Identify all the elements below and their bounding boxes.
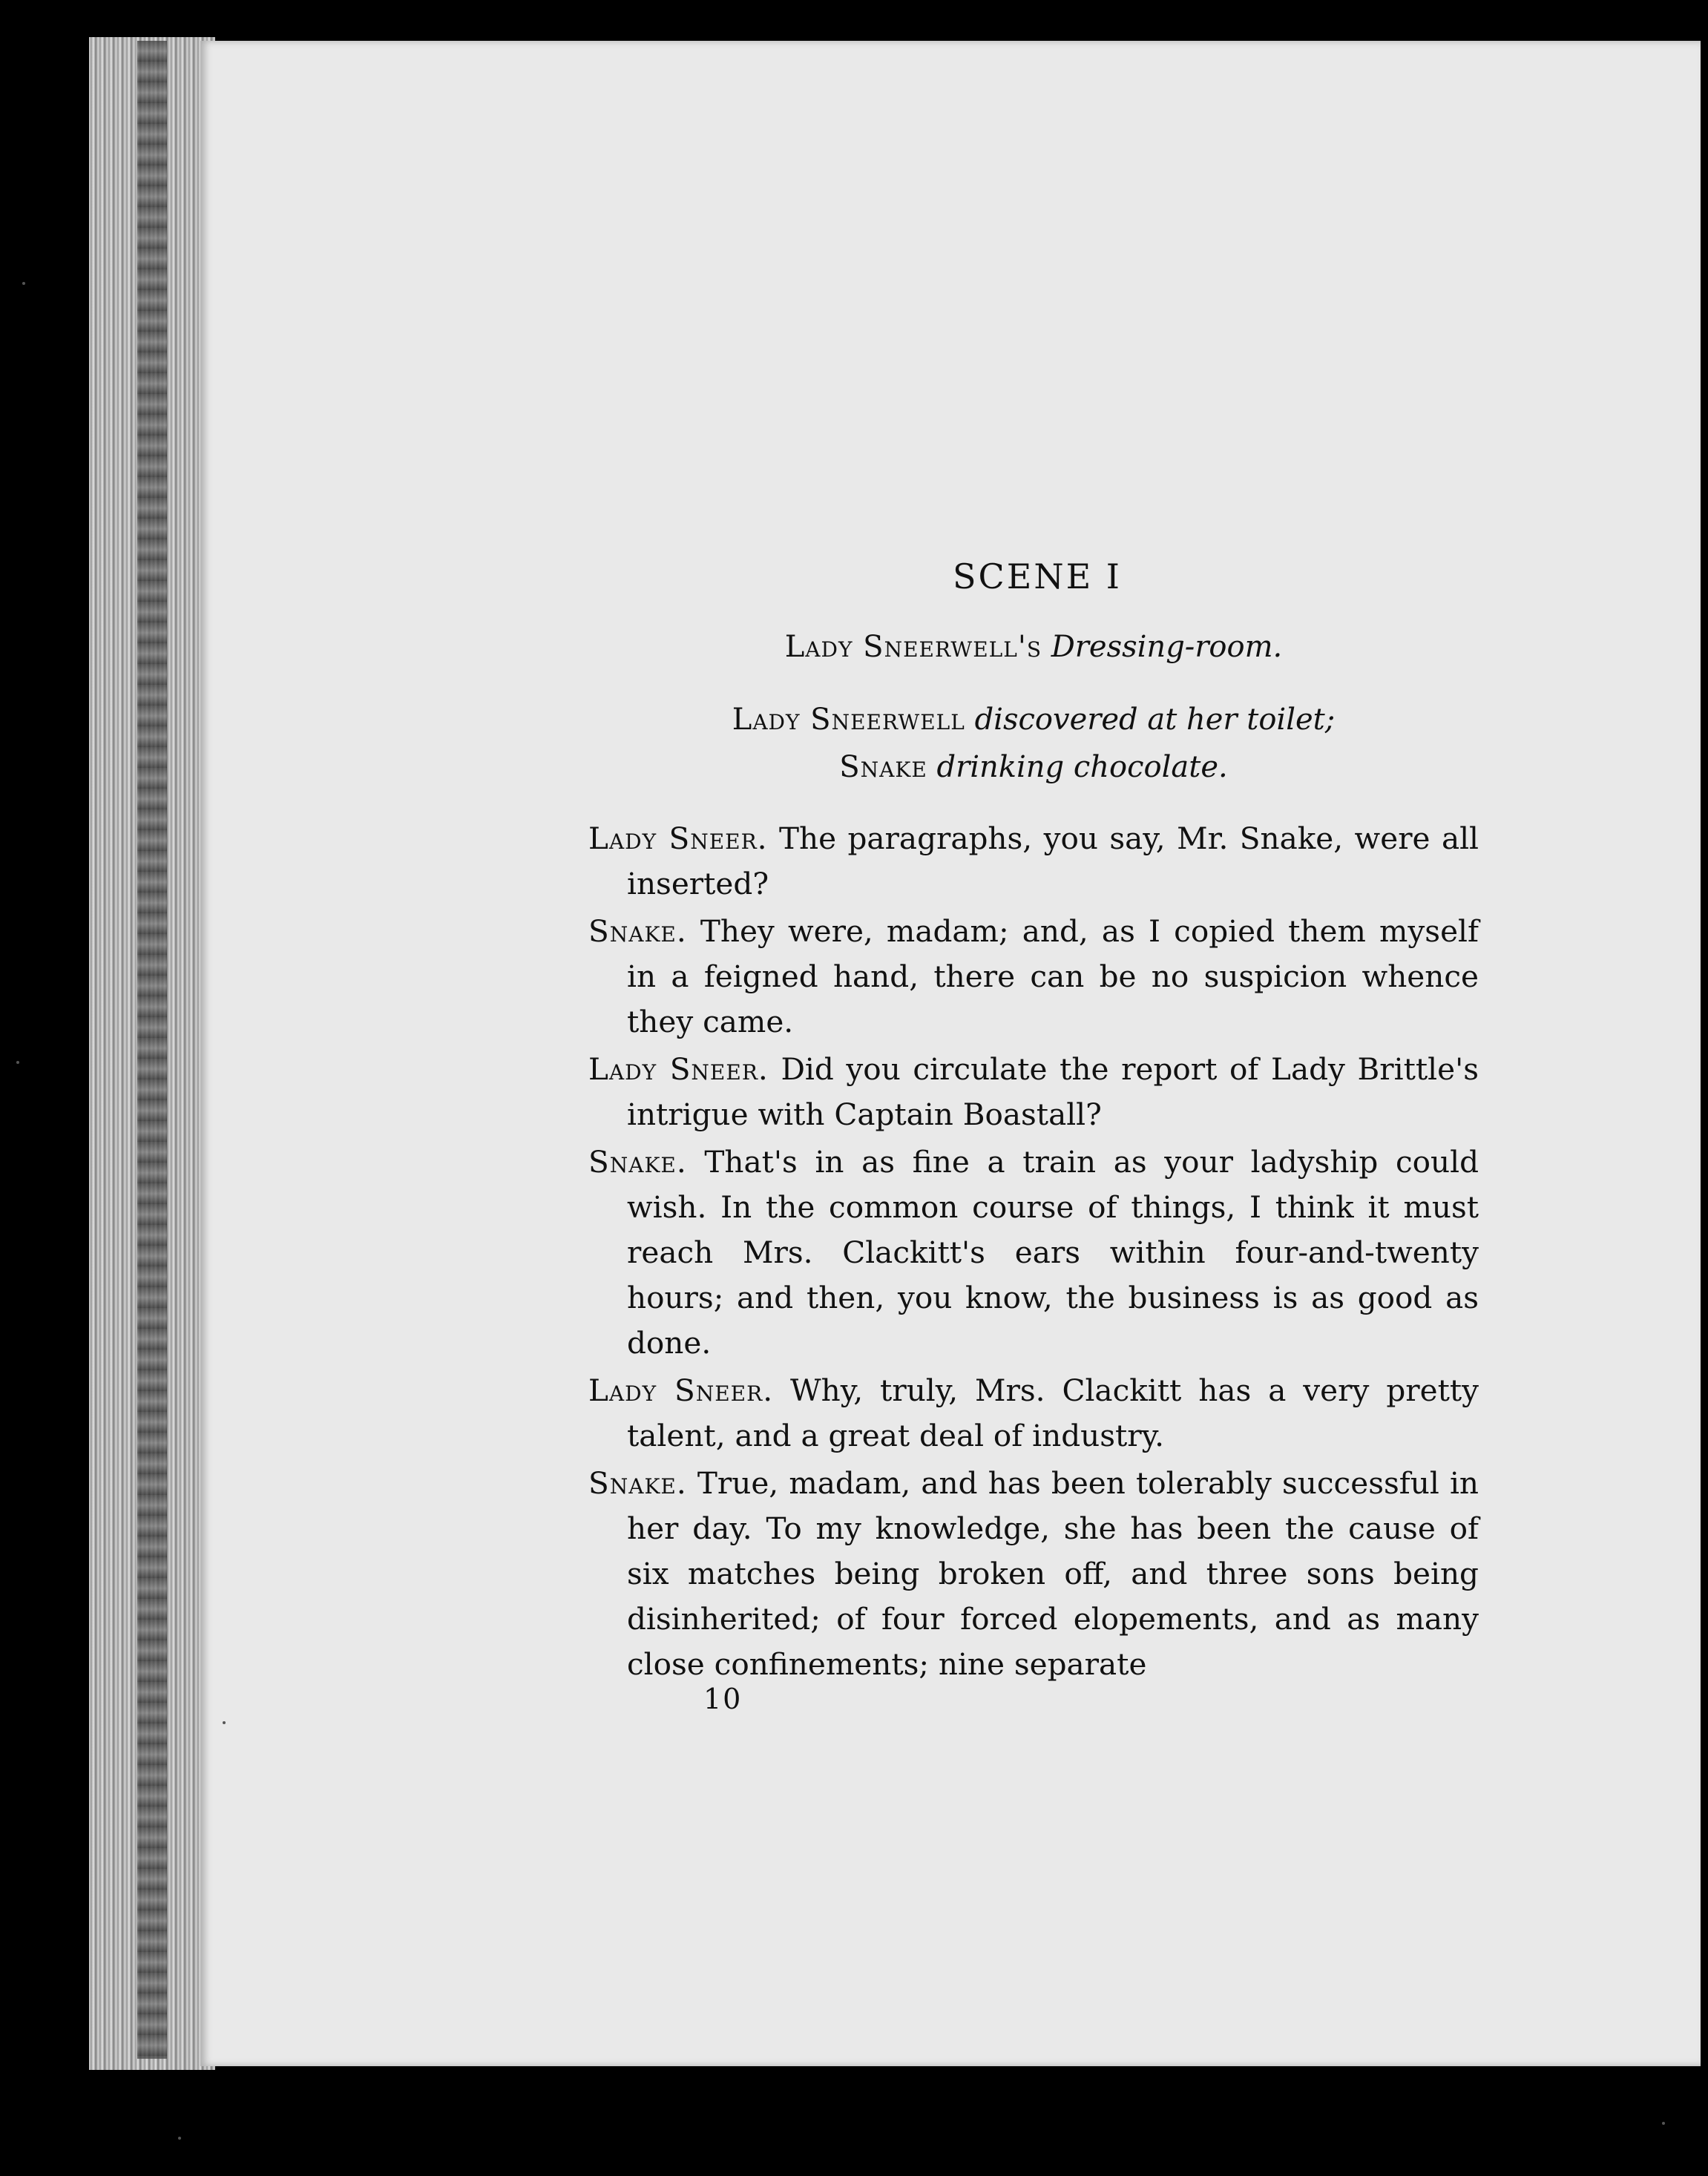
dialogue-line xyxy=(588,1368,1479,1459)
dialogue-line xyxy=(588,1461,1479,1687)
stage-direction-action-1: discovered at her toilet; xyxy=(974,703,1336,737)
dialogue-line xyxy=(588,909,1479,1045)
scene-title: SCENE I xyxy=(953,556,1122,596)
scene-setting xyxy=(588,623,1479,671)
stage-direction-character-1: Lady Sneerwell xyxy=(732,703,965,737)
dialogue-line xyxy=(588,816,1479,907)
dialogue-line xyxy=(588,1140,1479,1366)
speech-text: They were, madam; and, as I copied them myself in a feigned hand, there can be no suspicion whence they came. xyxy=(627,913,1479,1039)
stage-direction-action-2: drinking chocolate. xyxy=(936,750,1228,784)
text-block xyxy=(588,556,1479,1689)
speech-text: The paragraphs, you say, Mr. Snake, were all inserted? xyxy=(627,821,1479,901)
speaker-name: Lady Sneer. xyxy=(588,1051,769,1087)
setting-place-name: Lady Sneerwell's xyxy=(784,630,1042,664)
stage-direction-character-2: Snake xyxy=(839,750,927,784)
stage-direction-line-1 xyxy=(588,696,1479,743)
setting-place-line xyxy=(588,623,1479,671)
page-number: 10 xyxy=(703,1683,743,1715)
speaker-name: Snake. xyxy=(588,1465,687,1501)
binding-shadow xyxy=(137,41,167,2059)
stage-direction-line-2 xyxy=(588,743,1479,791)
scan-speck xyxy=(178,2137,181,2140)
speech-text: That's in as fine a train as your ladyship could wish. In the common course of things, I think it must reach Mrs. Clackitt's ears within four-and-twenty hours; and then, you know, the business is as good as done. xyxy=(627,1144,1479,1361)
speech-text: Why, truly, Mrs. Clackitt has a very pretty talent, and a great deal of industry. xyxy=(627,1373,1479,1453)
speaker-name: Snake. xyxy=(588,1144,687,1180)
speaker-name: Snake. xyxy=(588,913,687,949)
scan-speck xyxy=(16,1061,19,1064)
scan-speck xyxy=(223,1721,226,1724)
speech-text: True, madam, and has been tolerably successful in her day. To my knowledge, she has been the cause of six matches being broken off, and three sons being disinherited; of four forced elopements, and as many close confinements; nine separate xyxy=(627,1465,1479,1682)
dialogue-line xyxy=(588,1047,1479,1137)
speaker-name: Lady Sneer. xyxy=(588,1373,774,1408)
setting-place-desc: Dressing-room. xyxy=(1051,630,1283,664)
speaker-name: Lady Sneer. xyxy=(588,821,768,856)
speech-text: Did you circulate the report of Lady Brittle's intrigue with Captain Boastall? xyxy=(627,1051,1479,1132)
scan-speck xyxy=(1662,2122,1665,2125)
scan-speck xyxy=(22,282,25,285)
stage-direction xyxy=(588,696,1479,791)
